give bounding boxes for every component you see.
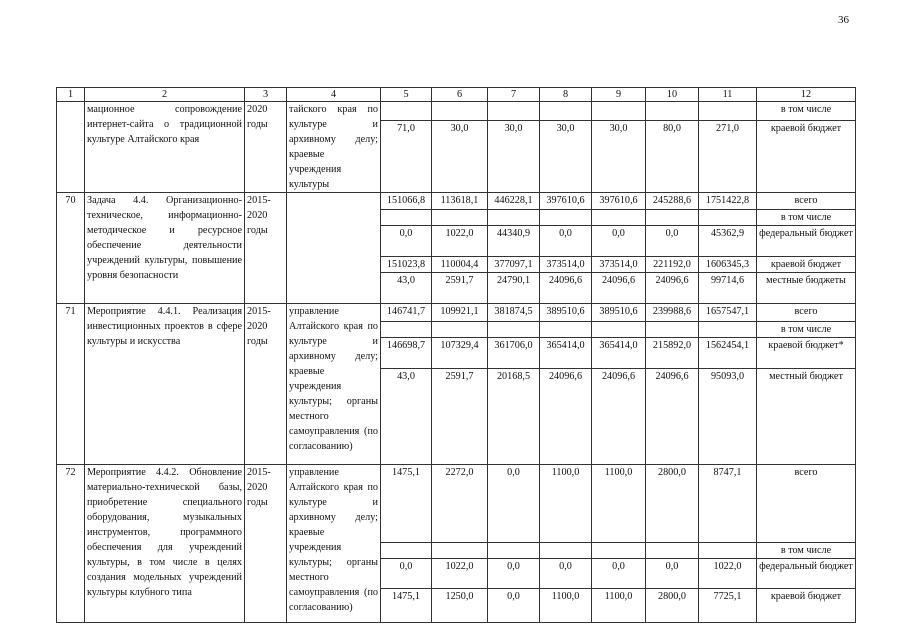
table-row (57, 102, 856, 121)
funding-label: местные бюджеты (757, 273, 856, 304)
value-cell: 0,0 (381, 226, 432, 257)
value-cell: 0,0 (381, 559, 432, 589)
funding-label: в том числе (757, 322, 856, 338)
value-cell: 0,0 (488, 465, 540, 543)
row-number-cell (57, 102, 85, 193)
value-cell: 2591,7 (432, 369, 488, 465)
value-cell: 377097,1 (488, 257, 540, 273)
value-cell: 30,0 (488, 121, 540, 193)
period-cell: 2020 годы (245, 102, 287, 193)
value-cell: 389510,6 (592, 304, 646, 322)
value-cell: 0,0 (592, 226, 646, 257)
funding-label: в том числе (757, 210, 856, 226)
activity-name-cell: Мероприятие 4.4.1. Реализация инвестиционных проектов в сфере культуры и искусства (85, 304, 245, 465)
value-cell: 30,0 (432, 121, 488, 193)
value-cell: 1100,0 (540, 465, 592, 543)
value-cell: 221192,0 (646, 257, 699, 273)
value-cell: 1606345,3 (699, 257, 757, 273)
value-cell: 0,0 (646, 226, 699, 257)
header-cell: 12 (757, 88, 856, 102)
value-cell: 397610,6 (592, 193, 646, 210)
activity-name-cell: Мероприятие 4.4.2. Обновление материально-технической базы, приобретение специального оборудования, музыкальных инструментов, программного обеспечения для учреждений культуры, в том числе в целях создания модельных учреждений культуры клубного типа (85, 465, 245, 623)
funding-label: краевой бюджет (757, 257, 856, 273)
program-table (56, 87, 856, 623)
value-cell: 71,0 (381, 121, 432, 193)
funding-label: краевой бюджет (757, 121, 856, 193)
header-cell: 3 (245, 88, 287, 102)
value-cell: 1100,0 (540, 589, 592, 623)
value-cell: 373514,0 (540, 257, 592, 273)
value-cell: 397610,6 (540, 193, 592, 210)
value-cell: 0,0 (488, 589, 540, 623)
header-cell: 5 (381, 88, 432, 102)
value-cell: 151066,8 (381, 193, 432, 210)
value-cell: 8747,1 (699, 465, 757, 543)
value-cell: 99714,6 (699, 273, 757, 304)
value-cell: 1100,0 (592, 465, 646, 543)
funding-label: федеральный бюджет (757, 559, 856, 589)
value-cell: 24790,1 (488, 273, 540, 304)
funding-label: всего (757, 465, 856, 543)
funding-label: федеральный бюджет (757, 226, 856, 257)
value-cell: 24096,6 (592, 369, 646, 465)
value-cell: 0,0 (488, 559, 540, 589)
value-cell: 24096,6 (540, 369, 592, 465)
value-cell: 146698,7 (381, 338, 432, 369)
header-cell: 1 (57, 88, 85, 102)
funding-label: всего (757, 193, 856, 210)
header-cell: 2 (85, 88, 245, 102)
value-cell: 1022,0 (432, 226, 488, 257)
value-cell: 1250,0 (432, 589, 488, 623)
value-cell: 1657547,1 (699, 304, 757, 322)
value-cell: 30,0 (540, 121, 592, 193)
value-cell: 0,0 (646, 559, 699, 589)
executor-cell (287, 193, 381, 304)
activity-name-cell: мационное сопровождение интернет-сайта о традиционной культуре Алтайского края (85, 102, 245, 193)
value-cell: 0,0 (540, 226, 592, 257)
value-cell: 95093,0 (699, 369, 757, 465)
value-cell: 7725,1 (699, 589, 757, 623)
header-cell: 8 (540, 88, 592, 102)
value-cell: 20168,5 (488, 369, 540, 465)
value-cell: 1100,0 (592, 589, 646, 623)
value-cell: 239988,6 (646, 304, 699, 322)
row-number-cell: 70 (57, 193, 85, 304)
page-number: 36 (838, 14, 849, 26)
value-cell: 2591,7 (432, 273, 488, 304)
funding-label: в том числе (757, 543, 856, 559)
value-cell: 109921,1 (432, 304, 488, 322)
value-cell: 30,0 (592, 121, 646, 193)
funding-label: краевой бюджет* (757, 338, 856, 369)
table-row (57, 465, 856, 543)
value-cell: 146741,7 (381, 304, 432, 322)
value-cell: 1475,1 (381, 465, 432, 543)
header-cell: 4 (287, 88, 381, 102)
header-row (57, 88, 856, 102)
executor-cell: управление Алтайского края по культуре и архивному делу; краевые учреждения культуры; органы местного самоуправления (по согласованию) (287, 465, 381, 623)
funding-label: краевой бюджет (757, 589, 856, 623)
value-cell: 110004,4 (432, 257, 488, 273)
value-cell: 24096,6 (540, 273, 592, 304)
header-cell: 7 (488, 88, 540, 102)
value-cell: 1022,0 (432, 559, 488, 589)
value-cell: 365414,0 (592, 338, 646, 369)
value-cell: 215892,0 (646, 338, 699, 369)
activity-name-cell: Задача 4.4. Организационно-техническое, информационно-методическое и ресурсное обеспечение деятельности учреждений культуры, повышение уровня безопасности (85, 193, 245, 304)
value-cell: 151023,8 (381, 257, 432, 273)
period-cell: 2015-2020 годы (245, 193, 287, 304)
value-cell: 381874,5 (488, 304, 540, 322)
value-cell: 24096,6 (646, 369, 699, 465)
row-number-cell: 72 (57, 465, 85, 623)
table-row (57, 304, 856, 322)
value-cell: 0,0 (540, 559, 592, 589)
funding-label: в том числе (757, 102, 856, 121)
value-cell: 361706,0 (488, 338, 540, 369)
value-cell: 24096,6 (646, 273, 699, 304)
period-cell: 2015-2020 годы (245, 304, 287, 465)
funding-label: всего (757, 304, 856, 322)
row-number-cell: 71 (57, 304, 85, 465)
table-row (57, 193, 856, 210)
funding-label: местный бюджет (757, 369, 856, 465)
value-cell: 43,0 (381, 273, 432, 304)
value-cell: 43,0 (381, 369, 432, 465)
value-cell: 80,0 (646, 121, 699, 193)
value-cell: 2800,0 (646, 465, 699, 543)
value-cell: 45362,9 (699, 226, 757, 257)
value-cell: 44340,9 (488, 226, 540, 257)
value-cell: 2272,0 (432, 465, 488, 543)
value-cell: 1751422,8 (699, 193, 757, 210)
executor-cell: тайского края по культуре и архивному делу; краевые учреждения культуры (287, 102, 381, 193)
value-cell: 245288,6 (646, 193, 699, 210)
value-cell: 365414,0 (540, 338, 592, 369)
header-cell: 6 (432, 88, 488, 102)
value-cell: 107329,4 (432, 338, 488, 369)
value-cell: 373514,0 (592, 257, 646, 273)
value-cell: 389510,6 (540, 304, 592, 322)
value-cell: 0,0 (592, 559, 646, 589)
header-cell: 9 (592, 88, 646, 102)
header-cell: 11 (699, 88, 757, 102)
period-cell: 2015-2020 годы (245, 465, 287, 623)
value-cell: 1562454,1 (699, 338, 757, 369)
value-cell: 1475,1 (381, 589, 432, 623)
value-cell: 271,0 (699, 121, 757, 193)
value-cell: 113618,1 (432, 193, 488, 210)
value-cell: 446228,1 (488, 193, 540, 210)
value-cell: 1022,0 (699, 559, 757, 589)
header-cell: 10 (646, 88, 699, 102)
value-cell: 2800,0 (646, 589, 699, 623)
value-cell: 24096,6 (592, 273, 646, 304)
executor-cell: управление Алтайского края по культуре и архивному делу; краевые учреждения культуры; органы местного самоуправления (по согласованию) (287, 304, 381, 465)
